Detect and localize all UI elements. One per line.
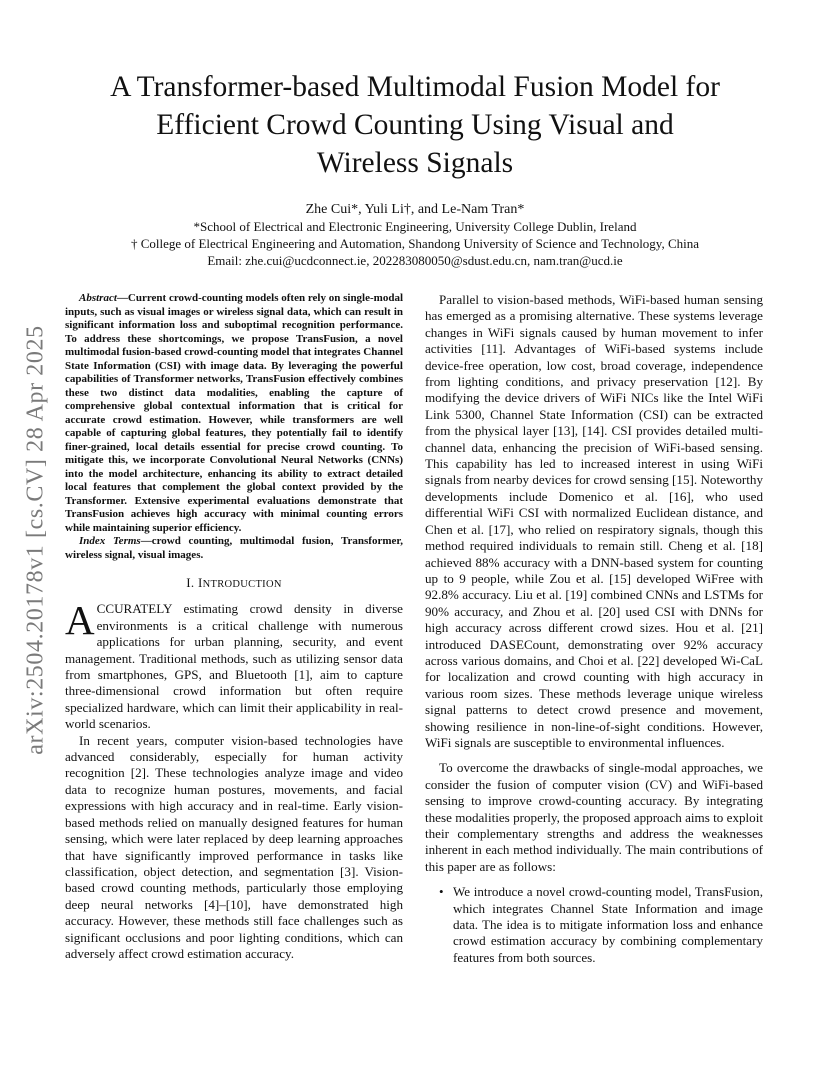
affiliation-sdust: † College of Electrical Engineering and Automation, Shandong University of Science and Technology, China xyxy=(130,236,700,251)
author-list: Zhe Cui*, Yuli Li†, and Le-Nam Tran* xyxy=(305,202,525,217)
paper-title xyxy=(60,68,770,182)
paragraph-gap xyxy=(425,751,763,760)
abstract-label: Abstract xyxy=(79,292,117,304)
contribution-item: • We introduce a novel crowd-counting model, TransFusion, which integrates Channel State Information and image data. The idea is to mitigate information loss and enhance crowd estimation accuracy by combining complementary features from both sources. xyxy=(453,884,763,966)
title-line-2: Efficient Crowd Counting Using Visual and xyxy=(156,109,674,141)
section-heading-rest: NTRODUCTION xyxy=(202,579,282,590)
index-terms-label: Index Terms xyxy=(79,535,141,547)
author-emails: Email: zhe.cui@ucdconnect.ie, 202283080050@sdust.edu.cn, nam.tran@ucd.ie xyxy=(207,253,623,268)
section-heading-introduction xyxy=(65,575,403,593)
drop-cap: A xyxy=(65,597,95,644)
affiliation-ucd: *School of Electrical and Electronic Engineering, University College Dublin, Ireland xyxy=(193,219,637,234)
abstract-text: —Current crowd-counting models often rely on single-modal inputs, such as visual images or wireless signal data, which can result in significant information loss and suboptimal recognition performance. To address these shortcomings, we propose TransFusion, a novel multimodal fusion-based crowd-counting model that integrates Channel State Information (CSI) with image data. By leveraging the powerful capabilities of Transformer networks, TransFusion effectively combines these two distinct data modalities, enabling the capture of comprehensive global contextual information that is critical for accurate crowd estimation. However, while transformers are well capable of capturing global features, they potentially fail to identify finer-grained, local details essential for precise crowd counting. To mitigate this, we incorporate Convolutional Neural Networks (CNNs) into the model architecture, enhancing its ability to extract detailed local features that complement the global context provided by the Transformer. Extensive experimental evaluations demonstrate that TransFusion achieves high accuracy with minimal counting errors while maintaining superior efficiency. xyxy=(65,292,403,534)
intro-paragraph-1-text: CCURATELY estimating crowd density in diverse environments is a critical challenge with numerous applications for urban planning, security, and event management. Traditional methods, such as utilizing sensor data from smartphones, GPS, and Bluetooth [1], aim to capture three-dimensional crowd information but often require specialized hardware, which can limit their applicability in real-world scenarios. xyxy=(65,601,403,732)
wifi-sensing-paragraph: Parallel to vision-based methods, WiFi-based human sensing has emerged as a promising alternative. These systems leverage changes in WiFi signals caused by human movement to infer activities [11]. Advantages of WiFi-based systems include device-free operation, low cost, broad coverage, independence from lighting conditions, and privacy preservation [12]. By modifying the device drivers of WiFi NICs like the Intel WiFi Link 5300, Channel State Information (CSI) can be extracted from the physical layer [13], [14]. CSI provides detailed multi-channel data, enhancing the precision of WiFi-based sensing. This capability has led to increased interest in using WiFi signals from nearby devices for crowd sensing [15]. Noteworthy developments include Domenico et al. [16], who used differential WiFi CSI with normalized Euclidean distance, and Chen et al. [17], who relied on respiratory signals, though this method required individuals to remain still. Cheng et al. [18] achieved 88% accuracy with a DNN-based system for counting up to 9 people, while Zou et al. [15] developed WiFree with 92.8% accuracy. Liu et al. [19] combined CNNs and LSTMs for 90% accuracy, and Zhou et al. [20] used CSI with DNNs for high accuracy across different crowd sizes. Hou et al. [21] introduced DASECount, demonstrating over 92% accuracy across various domains, and Choi et al. [22] developed Wi-CaL for localization and crowd counting with high accuracy in various room sizes. These methods leverage unique wireless signal patterns to detect crowd presence and movement, showing resilience in non-line-of-sight conditions. However, WiFi signals are susceptible to environmental influences. xyxy=(425,292,763,750)
abstract xyxy=(65,292,403,535)
title-line-1: A Transformer-based Multimodal Fusion Model for xyxy=(110,71,720,103)
right-column xyxy=(425,292,763,966)
title-line-3: Wireless Signals xyxy=(316,147,514,179)
intro-paragraph-1 xyxy=(65,597,403,732)
fusion-paragraph: To overcome the drawbacks of single-modal approaches, we consider the fusion of computer vision (CV) and WiFi-based sensing to improve crowd-counting accuracy. By integrating these modalities properly, the proposed approach aims to exploit their complementary strengths and address the weaknesses inherent in each method individually. The main contributions of this paper are as follows: xyxy=(425,760,763,874)
index-terms-text: —crowd counting, multimodal fusion, Transformer, wireless signal, visual images. xyxy=(65,535,403,561)
index-terms xyxy=(65,535,403,562)
arxiv-identifier-stamp: arXiv:2504.20178v1 [cs.CV] 28 Apr 2025 xyxy=(22,325,49,755)
section-heading-prefix: I. I xyxy=(186,575,203,590)
intro-paragraph-2: In recent years, computer vision-based technologies have advanced considerably, especially for human activity recognition [2]. These technologies analyze image and video data to recognize human postures, movements, and facial expressions with high accuracy and in real-time. Early vision-based methods relied on manually designed features for human sensing, which were later replaced by deep learning approaches that have significantly improved performance in tasks like classification, object detection, and segmentation [3]. Vision-based crowd counting methods, particularly those employing deep neural networks [4]–[10], have demonstrated high accuracy. However, these methods still face challenges such as significant occlusions and poor lighting conditions, which can adversely affect crowd estimation accuracy. xyxy=(65,732,403,961)
contributions-list xyxy=(425,884,763,966)
left-column xyxy=(65,292,403,962)
